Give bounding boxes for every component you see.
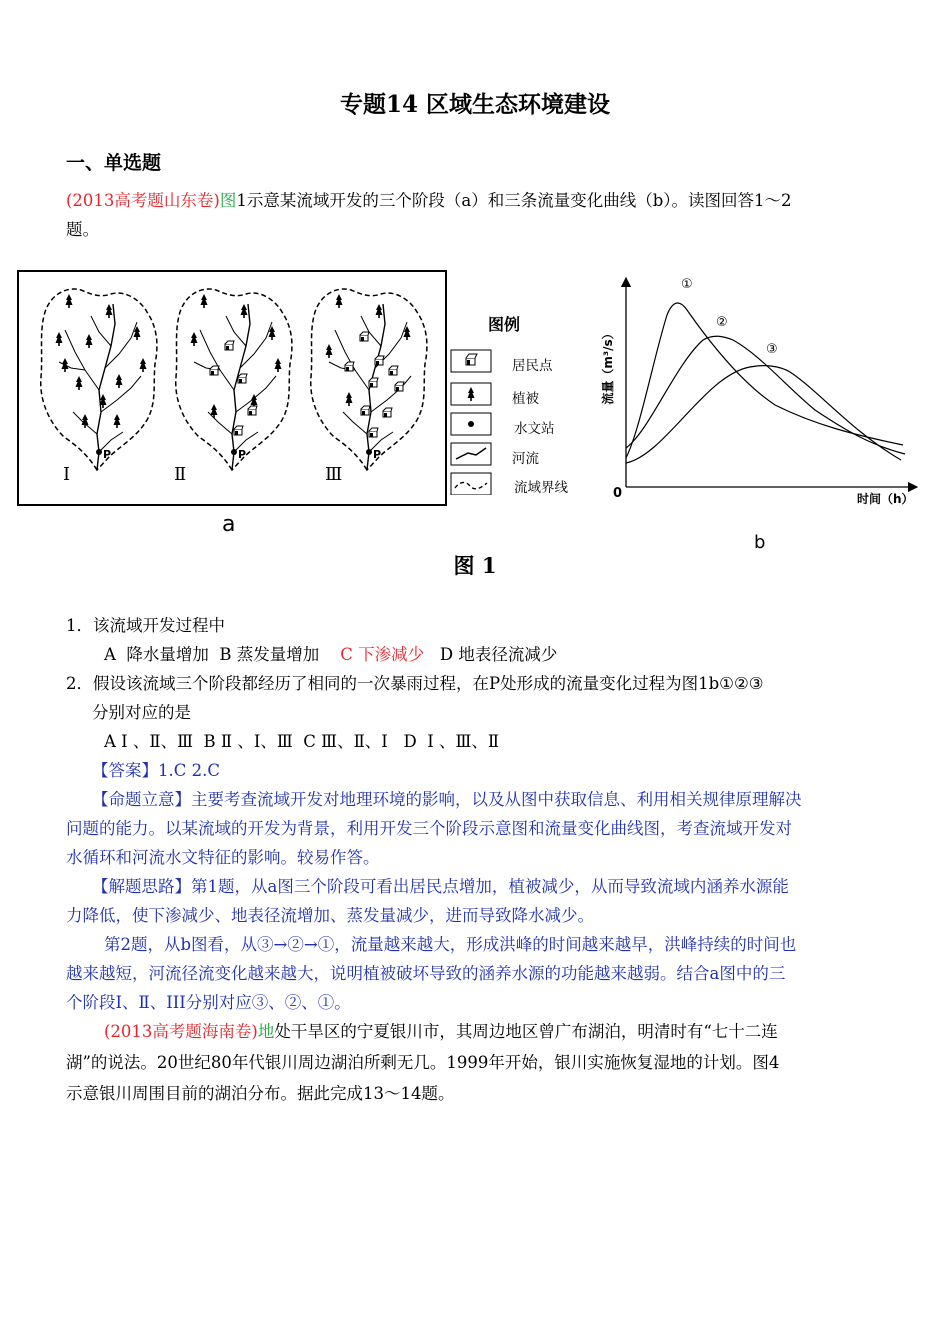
station-label-2: P bbox=[238, 448, 247, 461]
analysis-line-2: 问题的能力。以某流域的开发为背景，利用开发三个阶段示意图和流量变化曲线图，考查流域开发对 bbox=[66, 819, 792, 838]
option-ab: A 降水量增加 B 蒸发量增加 bbox=[104, 645, 320, 664]
intro-2-line-3: 示意银川周围目前的湖泊分布。据此完成13～14题。 bbox=[66, 1084, 455, 1103]
first-char-2: 地 bbox=[257, 1022, 275, 1041]
figure-a-label: a bbox=[222, 512, 236, 537]
x-axis-label: 时间（h） bbox=[857, 492, 914, 506]
question-2-options: A Ⅰ 、Ⅱ、Ⅲ B Ⅱ 、Ⅰ、Ⅲ C Ⅲ、Ⅱ、Ⅰ D Ⅰ 、Ⅲ、Ⅱ bbox=[104, 732, 500, 751]
stage-label-1: Ⅰ bbox=[63, 464, 71, 485]
hydrologic-station-icon bbox=[468, 421, 474, 427]
settlement-icon bbox=[466, 354, 477, 365]
question-2-stem-end: 分别对应的是 bbox=[92, 703, 191, 722]
analysis-line-7: 越来越短，河流径流变化越来越大，说明植被破坏导致的涵养水源的功能越来越弱。结合a图中的三 bbox=[66, 964, 786, 983]
figure-b-label: b bbox=[754, 532, 766, 553]
legend-item-river: 河流 bbox=[512, 451, 539, 467]
stage-label-2: Ⅱ bbox=[174, 464, 187, 485]
section-heading: 一、单选题 bbox=[66, 152, 162, 174]
question-1-options bbox=[104, 640, 557, 669]
answer: 【答案】1.C 2.C bbox=[92, 761, 220, 780]
analysis-line-1: 【命题立意】主要考查流域开发对地理环境的影响，以及从图中获取信息、利用相关规律原理解决 bbox=[92, 790, 802, 809]
legend-item-boundary: 流域界线 bbox=[514, 480, 568, 496]
intro-2-text: 处干旱区的宁夏银川市，其周边地区曾广布湖泊，明清时有“七十二连 bbox=[274, 1022, 778, 1041]
legend-item-settlement: 居民点 bbox=[512, 358, 553, 374]
option-c: C 下渗减少 bbox=[340, 645, 425, 664]
curve-label-3: ③ bbox=[766, 342, 778, 357]
source-tag: (2013高考题山东卷) bbox=[66, 191, 220, 210]
station-label-3: P bbox=[373, 448, 382, 461]
y-axis-label: 流量（m³/s） bbox=[601, 327, 615, 405]
legend-symbols bbox=[448, 345, 508, 495]
analysis-line-4: 【解题思路】第1题，从a图三个阶段可看出居民点增加，植被减少，从而导致流域内涵养水源能 bbox=[92, 877, 789, 896]
analysis-line-6: 第2题，从b图看，从③→②→①，流量越来越大，形成洪峰的时间越来越早，洪峰持续的时间也 bbox=[104, 935, 797, 954]
discharge-chart bbox=[595, 270, 925, 515]
figure-caption: 图 1 bbox=[453, 553, 497, 578]
intro-paragraph-2 bbox=[104, 1017, 778, 1046]
station-label-1: P bbox=[103, 448, 112, 461]
legend-item-station: 水文站 bbox=[514, 421, 555, 437]
legend-title: 图例 bbox=[488, 315, 521, 334]
intro-2-line-2: 湖”的说法。20世纪80年代银川周边湖泊所剩无几。1999年开始，银川实施恢复湿地的计划。图4 bbox=[66, 1053, 780, 1072]
figure-a-frame bbox=[17, 270, 447, 506]
stage-label-3: Ⅲ bbox=[325, 464, 343, 485]
source-tag-2: (2013高考题海南卷) bbox=[104, 1022, 258, 1041]
curve-label-2: ② bbox=[716, 315, 728, 330]
stage-3-basin bbox=[311, 289, 427, 470]
stage-2-basin bbox=[176, 289, 292, 470]
analysis-line-5: 力降低，使下渗减少、地表径流增加、蒸发量减少，进而导致降水减少。 bbox=[66, 906, 594, 925]
question-1-stem: 1．该流域开发过程中 bbox=[66, 616, 225, 635]
page-title: 专题14 区域生态环境建设 bbox=[339, 91, 610, 118]
analysis-line-8: 个阶段Ⅰ、Ⅱ、III分别对应③、②、①。 bbox=[66, 993, 351, 1012]
intro-text: 1示意某流域开发的三个阶段（a）和三条流量变化曲线（b）。读图回答1～2 bbox=[236, 191, 792, 210]
legend-item-vegetation: 植被 bbox=[512, 391, 539, 407]
basin-stages-diagram bbox=[19, 272, 445, 504]
intro-paragraph-1-end: 题。 bbox=[66, 220, 99, 239]
curve-label-1: ① bbox=[681, 277, 693, 292]
curve-3 bbox=[626, 366, 901, 463]
option-d: D 地表径流减少 bbox=[439, 645, 558, 664]
question-2-stem: 2．假设该流域三个阶段都经历了相同的一次暴雨过程，在P处形成的流量变化过程为图1b①②③ bbox=[66, 674, 764, 693]
stage-1-basin bbox=[41, 289, 157, 470]
analysis-line-3: 水循环和河流水文特征的影响。较易作答。 bbox=[66, 848, 380, 867]
origin-label: 0 bbox=[613, 486, 623, 501]
first-char: 图 bbox=[219, 191, 237, 210]
intro-paragraph-1 bbox=[66, 186, 896, 215]
